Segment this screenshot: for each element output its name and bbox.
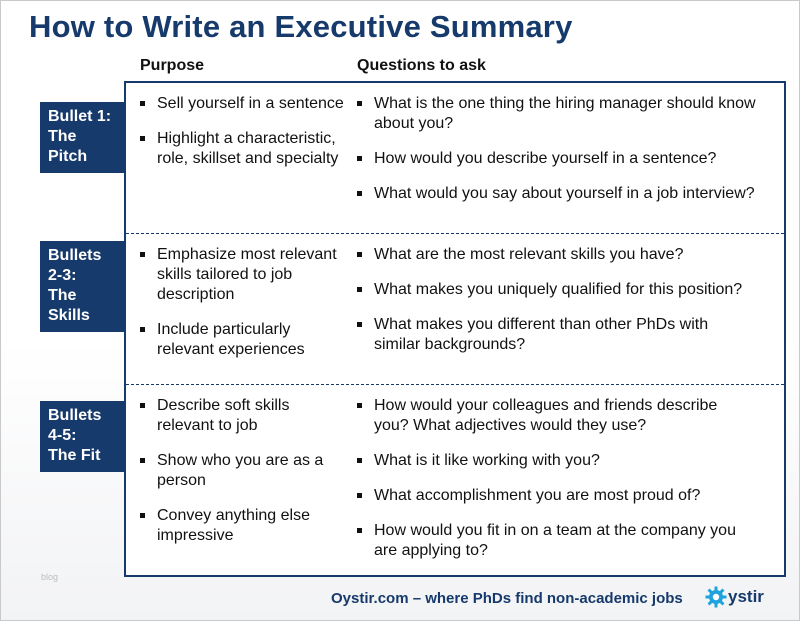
watermark-text: blog	[41, 572, 59, 582]
list-item: Sell yourself in a sentence	[139, 94, 349, 114]
label-line: The Fit	[48, 447, 101, 464]
section-divider	[126, 233, 784, 234]
label-line: Skills	[48, 307, 90, 324]
list-item: How would your colleagues and friends describe you? What adjectives would they use?	[356, 396, 756, 436]
list-item: Show who you are as a person	[139, 451, 349, 491]
question-list-skills	[356, 245, 756, 370]
question-list-fit	[356, 396, 756, 576]
list-item: What is it like working with you?	[356, 451, 756, 471]
list-item: What accomplishment you are most proud of?	[356, 486, 756, 506]
list-item: Convey anything else impressive	[139, 506, 349, 546]
section-label-fit	[40, 401, 124, 472]
purpose-list-fit	[139, 396, 349, 561]
list-item: What makes you different than other PhDs with similar backgrounds?	[356, 315, 756, 355]
logo-wordmark: ystir	[728, 587, 764, 606]
list-item: What are the most relevant skills you have?	[356, 245, 756, 265]
gear-icon	[705, 586, 727, 608]
label-line: Bullets	[48, 247, 102, 264]
list-item: How would you describe yourself in a sentence?	[356, 149, 756, 169]
list-item: What makes you uniquely qualified for this position?	[356, 280, 756, 300]
label-line: The	[48, 128, 77, 145]
section-label-skills	[40, 241, 124, 332]
label-line: Pitch	[48, 148, 88, 165]
question-list-pitch	[356, 94, 756, 219]
section-label-pitch	[40, 102, 124, 173]
label-line: Bullets	[48, 407, 102, 424]
label-line: 2-3:	[48, 267, 77, 284]
label-line: The	[48, 287, 77, 304]
footer-tagline: Oystir.com – where PhDs find non-academic jobs	[331, 590, 683, 607]
oystir-logo[interactable]	[705, 585, 764, 609]
list-item: Describe soft skills relevant to job	[139, 396, 349, 436]
purpose-list-skills	[139, 245, 349, 375]
label-line: Bullet 1:	[48, 108, 112, 125]
label-line: 4-5:	[48, 427, 77, 444]
page-title: How to Write an Executive Summary	[29, 9, 573, 44]
purpose-column-header: Purpose	[140, 57, 205, 74]
list-item: Include particularly relevant experiences	[139, 320, 349, 360]
list-item: What would you say about yourself in a job interview?	[356, 184, 756, 204]
list-item: What is the one thing the hiring manager should know about you?	[356, 94, 756, 134]
list-item: Highlight a characteristic, role, skillset and specialty	[139, 129, 349, 169]
list-item: How would you fit in on a team at the company you are applying to?	[356, 521, 756, 561]
questions-column-header: Questions to ask	[357, 57, 486, 74]
section-divider	[126, 384, 784, 385]
list-item: Emphasize most relevant skills tailored to job description	[139, 245, 349, 305]
purpose-list-pitch	[139, 94, 349, 184]
